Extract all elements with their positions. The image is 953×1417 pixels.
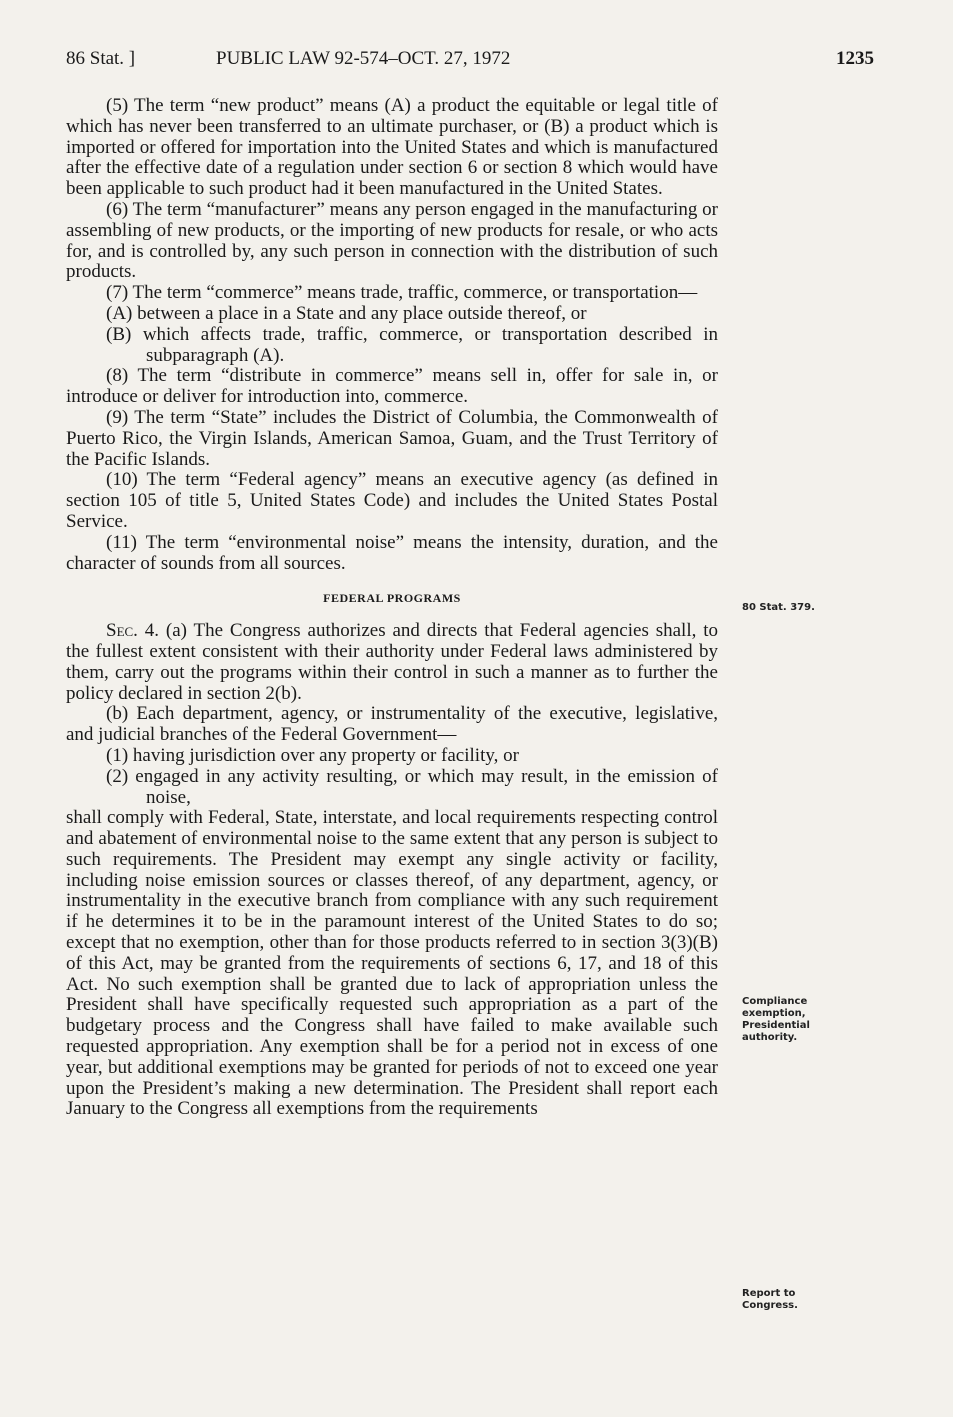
body-text xyxy=(66,96,718,1120)
margin-note-report: Report to Congress. xyxy=(742,1288,798,1311)
paragraph-5: (5) The term “new product” means (A) a product the equitable or legal title of which has never been transferred to an ultimate purchaser, or (B) a product which is imported or offered for importation into the United States and which is manufactured after the effective date of a regulation under section 6 or section 8 which would have been applicable to such product had it been manufactured in the United States. xyxy=(66,95,718,200)
paragraph-7a: (A) between a place in a State and any place outside thereof, or xyxy=(106,302,587,324)
page-number: 1235 xyxy=(836,48,874,69)
margin-note-compliance: Compliance exemption, Presidential authority. xyxy=(742,996,810,1043)
section-4b-2: (2) engaged in any activity resulting, or which may result, in the emission of noise, xyxy=(106,765,718,808)
margin-note-stat-ref: 80 Stat. 379. xyxy=(742,602,815,613)
paragraph-11: (11) The term “environmental noise” means the intensity, duration, and the character of sounds from all sources. xyxy=(66,531,718,574)
section-4b-continuation: shall comply with Federal, State, interstate, and local requirements respecting control and abatement of environmental noise to the same extent that any person is subject to such requirements. The President may exempt any single activity or facility, including noise emission sources or classes thereof, of any department, agency, or instrumentality in the executive branch from compliance with any such requirement if he determines it to be in the paramount interest of the United States to do so; except that no exemption, other than for those products referred to in section 3(3)(B) of this Act, may be granted from the requirements of sections 6, 17, and 18 of this Act. No such exemption shall be granted due to lack of appropriation unless the President shall have specifically requested such appropriation as a part of the budgetary process and the Congress shall have failed to make available such requested appropriation. Any exemption shall be for a period not in excess of one year, but additional exemptions may be granted for periods of not to exceed one year upon the President’s making a new determination. The President shall report each January to the Congress all exemptions from the requirements xyxy=(66,807,718,1120)
paragraph-7: (7) The term “commerce” means trade, traffic, commerce, or transportation— xyxy=(106,282,698,304)
paragraph-9: (9) The term “State” includes the District of Columbia, the Commonwealth of Puerto Rico, the Virgin Islands, American Samoa, Guam, and the Trust Territory of the Pacific Islands. xyxy=(66,406,718,470)
paragraph-8: (8) The term “distribute in commerce” means sell in, offer for sale in, or introduce or deliver for introduction into, commerce. xyxy=(66,365,718,408)
section-4b: (b) Each department, agency, or instrumentality of the executive, legislative, and judicial branches of the Federal Government— xyxy=(66,703,718,746)
section-4a xyxy=(66,621,718,704)
paragraph-6: (6) The term “manufacturer” means any person engaged in the manufacturing or assembling of new products, or the importing of new products for resale, or who acts for, and is controlled by, any such person in connection with the distribution of such products. xyxy=(66,198,718,283)
public-law-title: PUBLIC LAW 92-574–OCT. 27, 1972 xyxy=(216,48,511,69)
section-4b-1: (1) having jurisdiction over any property or facility, or xyxy=(106,744,519,766)
paragraph-7b: (B) which affects trade, traffic, commerce, or transportation described in subparagraph (A). xyxy=(106,323,718,366)
paragraph-10: (10) The term “Federal agency” means an executive agency (as defined in section 105 of title 5, United States Code) and includes the United States Postal Service. xyxy=(66,469,718,532)
section-heading: FEDERAL PROGRAMS xyxy=(323,591,461,606)
page-header xyxy=(66,48,874,74)
section-4a-text: (a) The Congress authorizes and directs that Federal agencies shall, to the fullest extent consistent with their authority under Federal laws administered by them, carry out the programs within their control in such a manner as to further the policy declared in section 2(b). xyxy=(66,620,718,704)
statute-reference: 86 Stat. ] xyxy=(66,48,136,69)
section-label: Sec. 4. xyxy=(106,620,160,642)
